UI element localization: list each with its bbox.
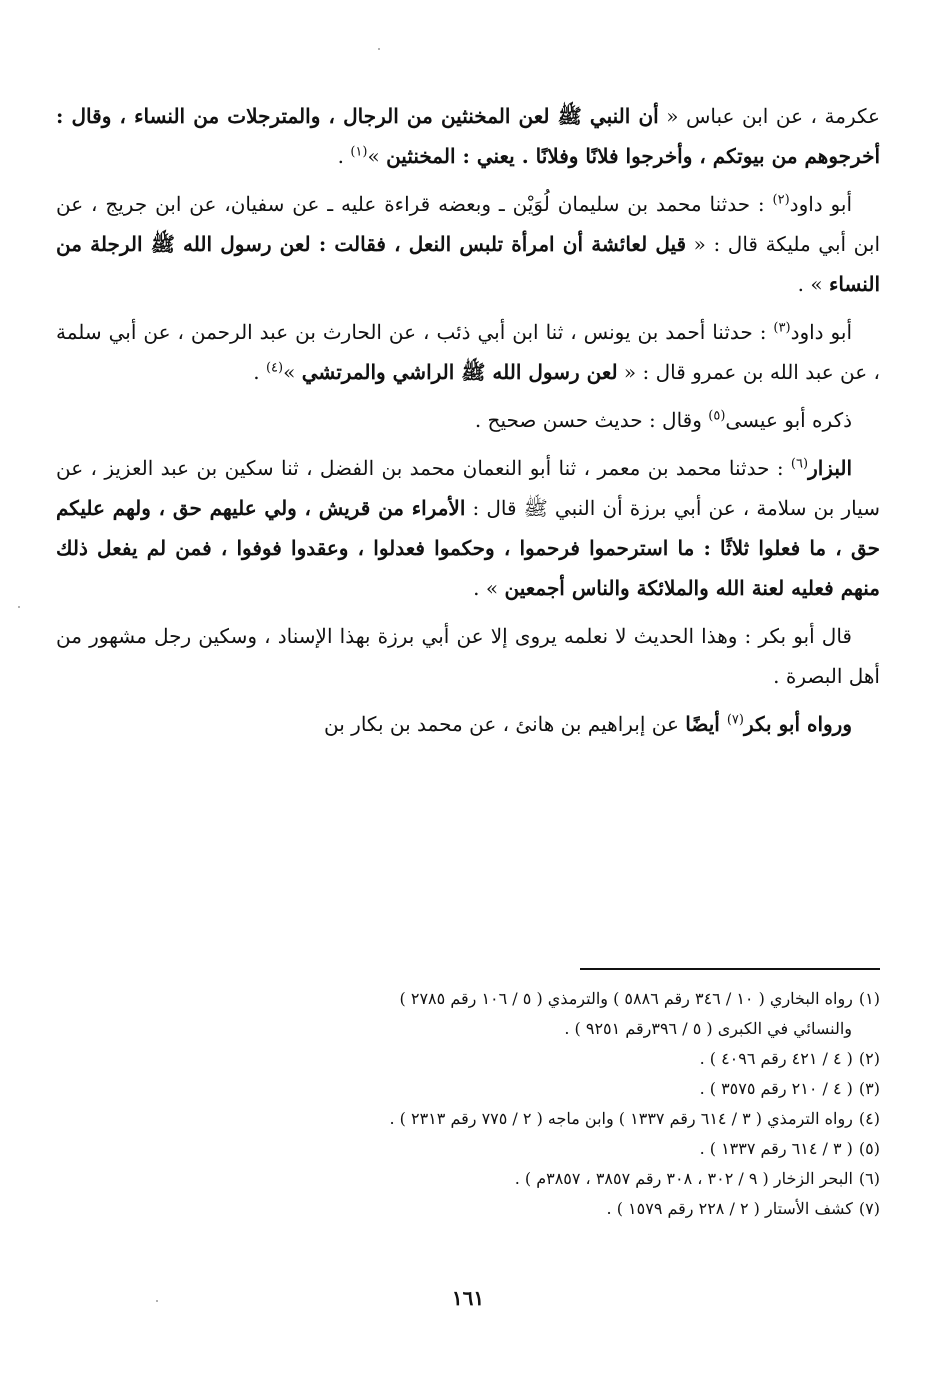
paragraph-1-hadith: أن النبي ﷺ لعن المخنثين من الرجال ، والمترجلات من النساء ، وقال : أخرجوهم من بيوتكم ، وأخرجوا فلانًا وفلانًا . يعني : المخنثين — [56, 104, 880, 168]
footnote-3 — [56, 1074, 880, 1104]
footnote-4 — [56, 1104, 880, 1134]
paragraph-4-grading: وقال : حديث حسن صحيح . — [474, 408, 709, 432]
footnote-6-number: (٦) — [858, 1169, 880, 1188]
footnote-2 — [56, 1044, 880, 1074]
paragraph-3-end: . — [253, 360, 266, 384]
paragraph-3-source: أبو داود — [790, 320, 852, 344]
paragraph-5 — [56, 448, 880, 608]
paragraph-7-isnad: عن إبراهيم بن هانئ ، عن محمد بن بكار بن — [324, 712, 686, 736]
paragraph-2-hadith: قيل لعائشة أن امرأة تلبس النعل ، فقالت : لعن رسول الله ﷺ الرجلة من النساء — [56, 232, 880, 296]
footnote-7-number: (٧) — [858, 1199, 880, 1218]
paragraph-7-emphasis: أيضًا — [685, 712, 727, 736]
paragraph-3 — [56, 312, 880, 392]
paragraph-2-source: أبو داود — [789, 192, 852, 216]
paragraph-6: قال أبو بكر : وهذا الحديث لا نعلمه يروى إلا عن أبي برزة بهذا الإسناد ، وسكين رجل مشهور من أهل البصرة . — [56, 624, 880, 688]
page-number: ١٦١ — [451, 1286, 485, 1310]
footnote-1-number: (١) — [858, 989, 880, 1008]
paragraph-2-end: » . — [797, 272, 829, 296]
paragraph-5-hadith: الأمراء من قريش ، ولي عليهم حق ، ولهم عليكم حق ، ما فعلوا ثلاثًا : ما استرحموا فرحموا ، وحكموا فعدلوا ، وعقدوا فوفوا ، فمن لم يفعل ذلك منهم فعليه لعنة الله والملائكة والناس أجمعين — [56, 496, 880, 600]
paragraph-3-isnad: : حدثنا أحمد بن يونس ، ثنا ابن أبي ذئب ، عن الحارث بن عبد الرحمن ، عن أبي سلمة ، عن عبد الله بن عمرو قال : « — [56, 320, 880, 384]
footnote-1 — [56, 984, 880, 1014]
main-text — [56, 96, 880, 752]
footnote-ref-4[interactable]: (٤) — [265, 360, 284, 376]
paragraph-3-quote-close: » — [283, 360, 302, 384]
paragraph-7-source: ورواه أبو بكر — [743, 712, 852, 736]
footnote-4-number: (٤) — [858, 1109, 880, 1128]
paragraph-4-source: ذكره أبو عيسى — [725, 408, 852, 432]
footnote-ref-7[interactable]: (٧) — [726, 712, 744, 728]
paragraph-3-hadith: لعن رسول الله ﷺ الراشي والمرتشي — [301, 360, 618, 384]
footnote-3-text: ( ٤ / ٢١٠ رقم ٣٥٧٥ ) . — [699, 1079, 853, 1098]
footnote-1-continuation: والنسائي في الكبرى ( ٥ / ٣٩٦رقم ٩٢٥١ ) . — [564, 1019, 852, 1038]
footnote-ref-2[interactable]: (٢) — [772, 192, 790, 208]
paragraph-1-intro: عكرمة ، عن ابن عباس « — [658, 104, 880, 128]
footnote-ref-1[interactable]: (١) — [350, 144, 368, 160]
footnote-6 — [56, 1164, 880, 1194]
footnote-5-number: (٥) — [858, 1139, 880, 1158]
paragraph-1-quote-close: » — [367, 144, 387, 168]
footnote-1-text: رواه البخاري ( ١٠ / ٣٤٦ رقم ٥٨٨٦ ) والترمذي ( ٥ / ١٠٦ رقم ٢٧٨٥ ) — [399, 989, 853, 1008]
footnote-7 — [56, 1194, 880, 1224]
footnote-3-number: (٣) — [858, 1079, 880, 1098]
footnote-2-text: ( ٤ / ٤٢١ رقم ٤٠٩٦ ) . — [699, 1049, 853, 1068]
footnote-5-text: ( ٣ / ٦١٤ رقم ١٣٣٧ ) . — [699, 1139, 853, 1158]
footnote-6-text: البحر الزخار ( ٩ / ٣٠٢ ، ٣٠٨ رقم ٣٨٥٧ ، ٣٨٥٧م ) . — [514, 1169, 853, 1188]
paragraph-5-end: » . — [473, 576, 505, 600]
footnote-ref-6[interactable]: (٦) — [790, 456, 809, 472]
paragraph-2 — [56, 184, 880, 304]
scan-speck — [18, 606, 20, 608]
paragraph-7 — [56, 704, 880, 744]
scan-speck — [156, 1300, 158, 1302]
footnote-2-number: (٢) — [858, 1049, 880, 1068]
footnote-ref-5[interactable]: (٥) — [708, 408, 726, 424]
footnote-4-text: رواه الترمذي ( ٣ / ٦١٤ رقم ١٣٣٧ ) وابن ماجه ( ٢ / ٧٧٥ رقم ٢٣١٣ ) . — [389, 1109, 853, 1128]
footnote-7-text: كشف الأستار ( ٢ / ٢٢٨ رقم ١٥٧٩ ) . — [606, 1199, 853, 1218]
paragraph-1 — [56, 96, 880, 176]
footnote-ref-3[interactable]: (٣) — [773, 320, 791, 336]
footnotes — [56, 984, 880, 1224]
footnote-5 — [56, 1134, 880, 1164]
paragraph-4 — [56, 400, 880, 440]
paragraph-1-end: . — [337, 144, 351, 168]
paragraph-2-isnad: : حدثنا محمد بن سليمان لُوَيْن ـ وبعضه قراءة عليه ـ عن سفيان، عن ابن جريج ، عن ابن أبي مليكة قال : « — [56, 192, 880, 256]
paragraph-5-source: البزار — [808, 456, 852, 480]
footnote-divider — [580, 968, 880, 970]
scan-speck — [378, 48, 380, 50]
paragraph-5-isnad: : حدثنا محمد بن معمر ، ثنا أبو النعمان محمد بن الفضل ، ثنا سكين بن عبد العزيز ، عن سيار بن سلامة ، عن أبي برزة أن النبي ﷺ قال : — [56, 456, 881, 520]
